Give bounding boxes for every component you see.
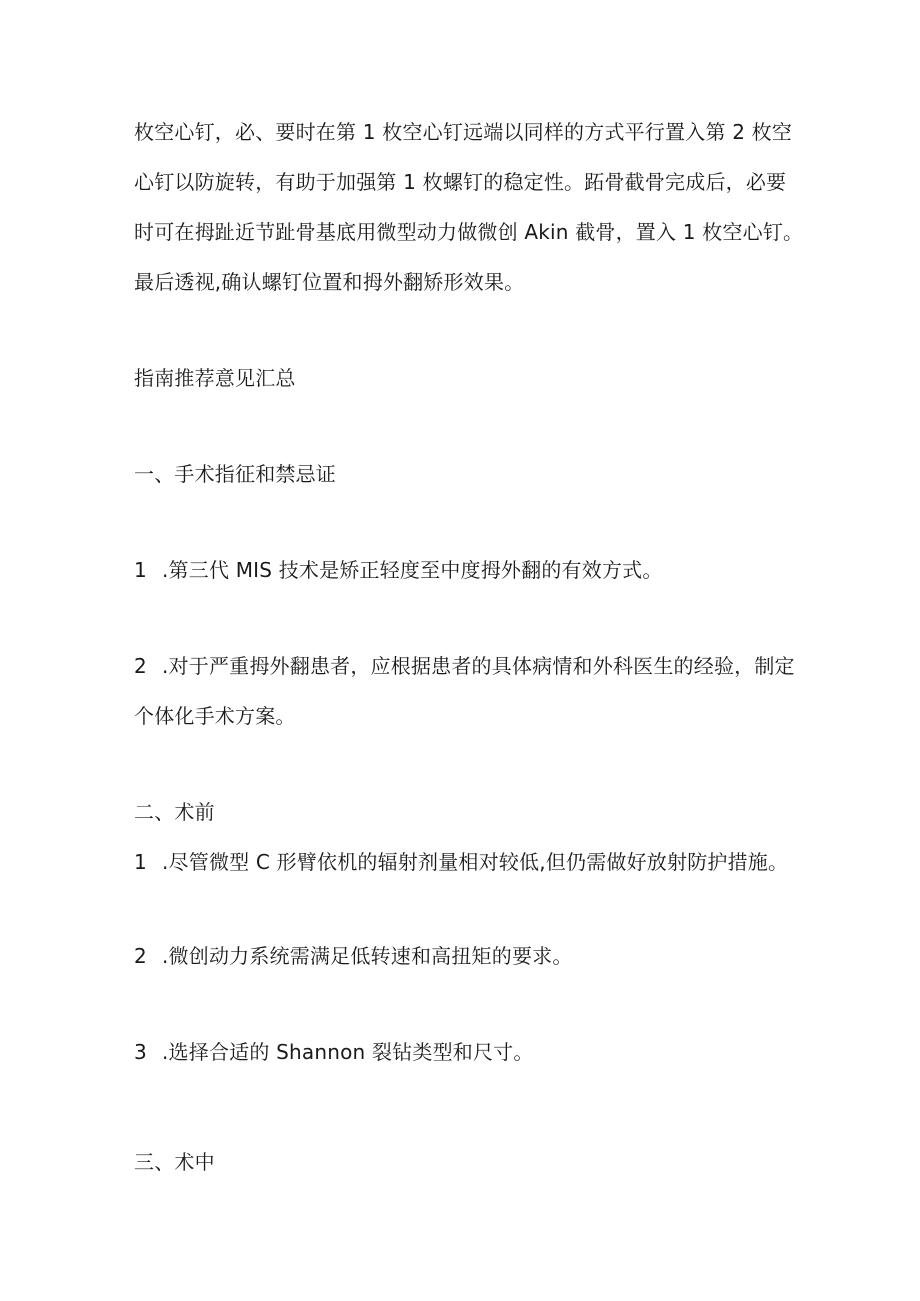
section2-item-3 [134,1038,534,1066]
item-number: 2 [134,654,147,678]
item-number: 2 [134,944,147,968]
item-number: 1 [134,558,147,582]
section3-heading: 三、术中 [134,1150,215,1174]
paragraph-line-3: 时可在拇趾近节趾骨基底用微型动力做微创 Akin 截骨，置入 1 枚空心钉。 [134,220,804,244]
section2-item-2 [134,942,573,970]
paragraph-line-4: 最后透视,确认螺钉位置和拇外翻矫形效果。 [134,270,525,294]
paragraph-line-1: 枚空心钉，必、要时在第 1 枚空心钉远端以同样的方式平行置入第 2 枚空 [134,120,793,144]
item-number: 1 [134,850,147,874]
item-text: .尽管微型 C 形臂依机的辐射剂量相对较低,但仍需做好放射防护措施。 [162,850,789,874]
section2-heading: 二、术前 [134,800,215,824]
summary-heading: 指南推荐意见汇总 [134,366,296,390]
section1-item-2-continued: 个体化手术方案。 [134,704,296,728]
section1-item-2 [134,652,795,680]
item-text: .第三代 MIS 技术是矫正轻度至中度拇外翻的有效方式。 [162,558,663,582]
section2-item-1 [134,848,788,876]
item-text: .微创动力系统需满足低转速和高扭矩的要求。 [162,944,573,968]
item-number: 3 [134,1040,147,1064]
paragraph-line-2: 心钉以防旋转，有助于加强第 1 枚螺钉的稳定性。跖骨截骨完成后，必要 [134,170,787,194]
section1-heading: 一、手术指征和禁忌证 [134,462,336,486]
item-text: .对于严重拇外翻患者，应根据患者的具体病情和外科医生的经验，制定 [162,654,795,678]
item-text: .选择合适的 Shannon 裂钻类型和尺寸。 [162,1040,534,1064]
section1-item-1 [134,556,663,584]
